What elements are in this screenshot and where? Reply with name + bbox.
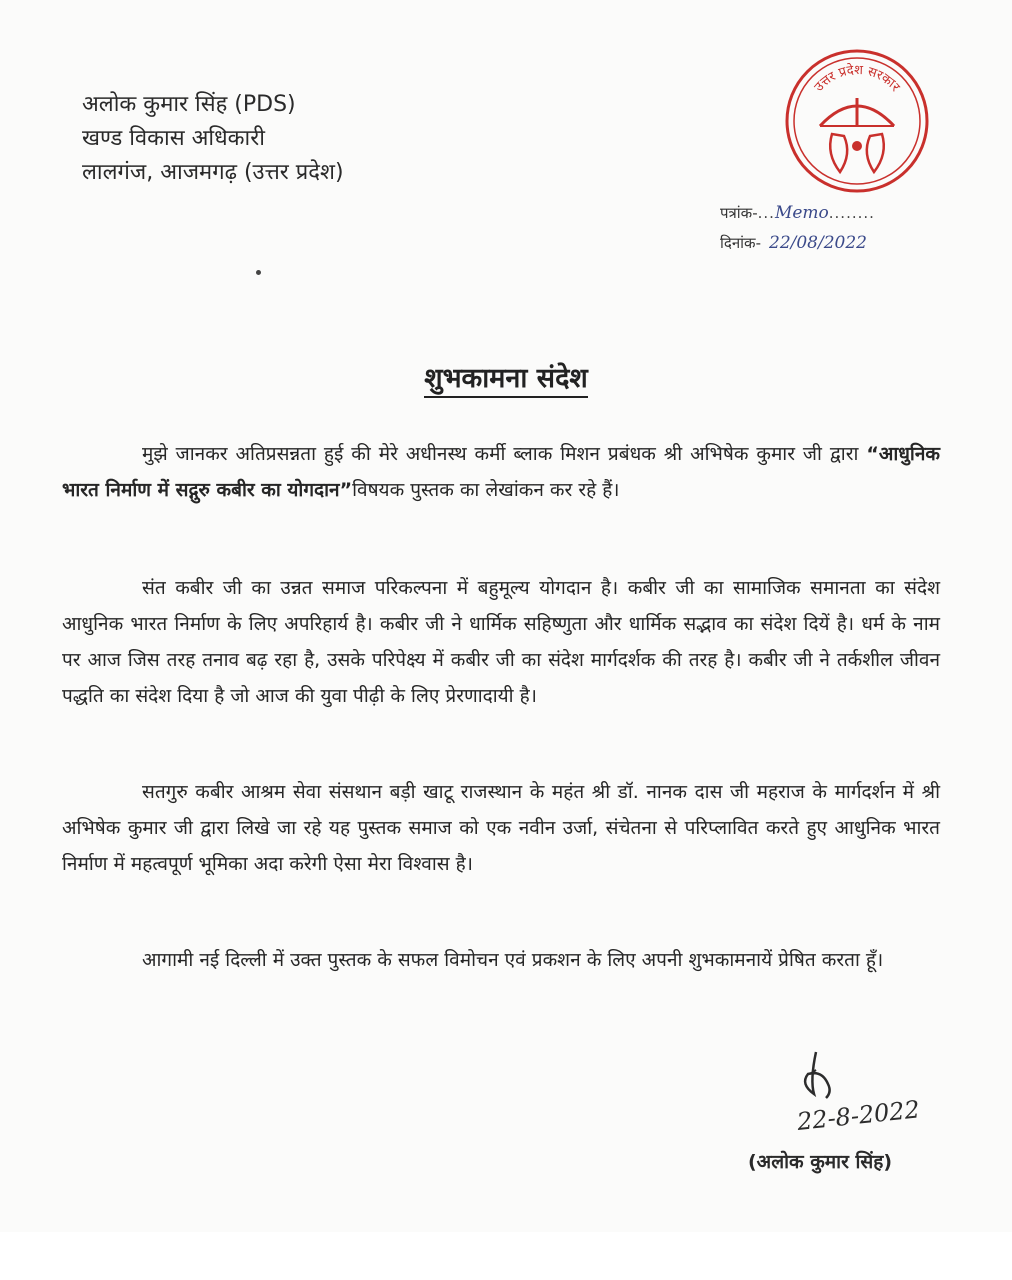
dinank-label: दिनांक-	[720, 234, 761, 252]
signature-date: 22-8-2022	[795, 1095, 922, 1136]
handwritten-signature	[770, 1040, 970, 1140]
svg-text:उत्तर प्रदेश सरकार: उत्तर प्रदेश सरकार	[811, 62, 903, 95]
patrank-value: Memo	[774, 203, 829, 223]
sender-designation: खण्ड विकास अधिकारी	[82, 126, 265, 151]
paragraph-4: आगामी नई दिल्ली में उक्त पुस्तक के सफल विमोचन एवं प्रकशन के लिए अपनी शुभकामनायें प्रेषित करता हूँ।	[142, 949, 884, 971]
paragraph-3: सतगुरु कबीर आश्रम सेवा संसथान बड़ी खाटू राजस्थान के महंत श्री डॉ. नानक दास जी महराज के मार्गदर्शन में श्री अभिषेक कुमार जी द्वारा लिखे जा रहे यह पुस्तक समाज को एक नवीन उर्जा, संचेतना से परिप्लावित करते हुए आधुनिक भारत निर्माण में महत्वपूर्ण भूमिका अदा करेगी ऐसा मेरा विश्वास है।	[62, 781, 940, 875]
government-seal-icon	[782, 46, 932, 196]
paragraph-1: मुझे जानकर अतिप्रसन्नता हुई की मेरे अधीनस्थ कर्मी ब्लाक मिशन प्रबंधक श्री अभिषेक कुमार जी द्वारा “आधुनिक भारत निर्माण में सद्गुरु कबीर का योगदान”विषयक पुस्तक का लेखांकन कर रहे हैं।	[62, 443, 940, 501]
sender-location: लालगंज, आजमगढ़ (उत्तर प्रदेश)	[82, 160, 344, 185]
dinank-value: 22/08/2022	[769, 233, 867, 253]
sender-name: अलोक कुमार सिंह (PDS)	[82, 92, 296, 117]
stray-mark	[256, 270, 261, 275]
patrank-label: पत्रांक-	[720, 204, 758, 222]
sender-block	[82, 88, 344, 190]
signatory-name: (अलोक कुमार सिंह)	[748, 1151, 893, 1173]
dinank-row	[720, 228, 875, 258]
paragraph-2: संत कबीर जी का उन्नत समाज परिकल्पना में बहुमूल्य योगदान है। कबीर जी का सामाजिक समानता का संदेश आधुनिक भारत निर्माण के लिए अपरिहार्य है। कबीर जी ने धार्मिक सहिष्णुता और धार्मिक सद्भाव का संदेश दियें है। धर्म के नाम पर आज जिस तरह तनाव बढ़ रहा है, उसके परिपेक्ष्य में कबीर जी का संदेश मार्गदर्शक की तरह है। कबीर जी ने तर्कशील जीवन पद्धति का संदेश दिया है जो आज की युवा पीढ़ी के लिए प्रेरणादायी है।	[62, 577, 940, 707]
patrank-row: पत्रांक-...Memo........	[720, 203, 875, 223]
book-title: “आधुनिक भारत निर्माण में सद्गुरु कबीर का योगदान”	[62, 443, 940, 501]
letter-title: शुभकामना संदेश	[0, 358, 1012, 395]
reference-block	[720, 198, 875, 258]
